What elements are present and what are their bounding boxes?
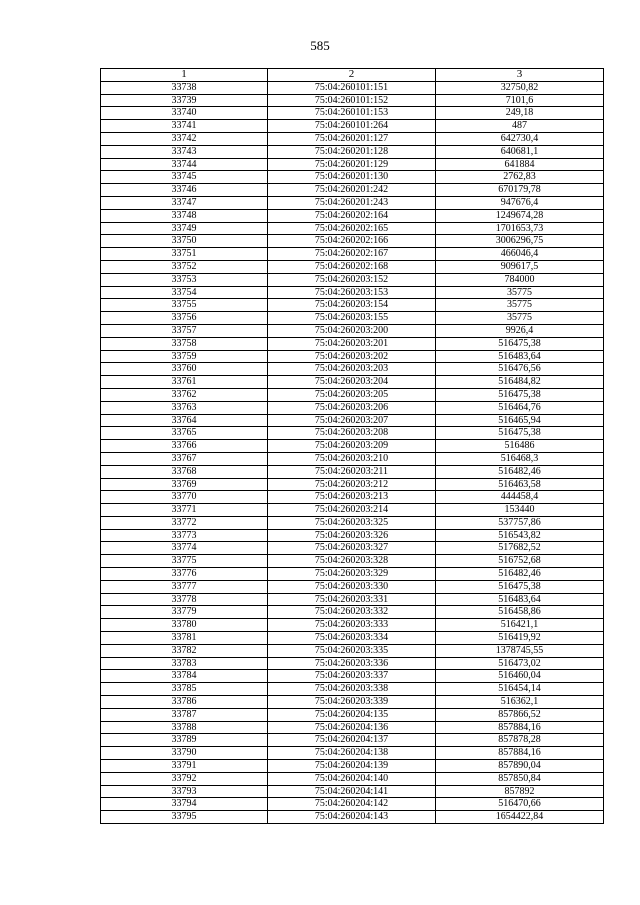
row-number-cell: 33785 — [101, 683, 268, 696]
row-number-cell: 33750 — [101, 235, 268, 248]
value-cell: 640681,1 — [436, 145, 604, 158]
value-cell: 516475,38 — [436, 388, 604, 401]
value-cell: 516463,58 — [436, 478, 604, 491]
value-cell: 857866,52 — [436, 708, 604, 721]
cadastral-number-cell: 75:04:260202:166 — [268, 235, 436, 248]
cadastral-number-cell: 75:04:260203:205 — [268, 388, 436, 401]
cadastral-number-cell: 75:04:260203:153 — [268, 286, 436, 299]
value-cell: 857850,84 — [436, 772, 604, 785]
value-cell: 516752,68 — [436, 555, 604, 568]
row-number-cell: 33777 — [101, 580, 268, 593]
row-number-cell: 33768 — [101, 465, 268, 478]
table-row — [101, 683, 604, 696]
table-row — [101, 619, 604, 632]
table-row — [101, 734, 604, 747]
table-row — [101, 465, 604, 478]
cadastral-number-cell: 75:04:260204:136 — [268, 721, 436, 734]
value-cell: 516470,66 — [436, 798, 604, 811]
cadastral-number-cell: 75:04:260202:165 — [268, 222, 436, 235]
value-cell: 9926,4 — [436, 324, 604, 337]
value-cell: 857892 — [436, 785, 604, 798]
cadastral-number-cell: 75:04:260203:202 — [268, 350, 436, 363]
value-cell: 516362,1 — [436, 696, 604, 709]
row-number-cell: 33781 — [101, 632, 268, 645]
column-header-1: 1 — [101, 69, 268, 82]
value-cell: 517682,52 — [436, 542, 604, 555]
cadastral-number-cell: 75:04:260203:201 — [268, 337, 436, 350]
table-row — [101, 222, 604, 235]
table-row — [101, 657, 604, 670]
row-number-cell: 33749 — [101, 222, 268, 235]
table-row — [101, 260, 604, 273]
row-number-cell: 33790 — [101, 747, 268, 760]
table-row — [101, 772, 604, 785]
cadastral-number-cell: 75:04:260203:211 — [268, 465, 436, 478]
value-cell: 516482,46 — [436, 465, 604, 478]
row-number-cell: 33769 — [101, 478, 268, 491]
table-row — [101, 696, 604, 709]
row-number-cell: 33792 — [101, 772, 268, 785]
table-row — [101, 452, 604, 465]
row-number-cell: 33751 — [101, 248, 268, 261]
row-number-cell: 33740 — [101, 107, 268, 120]
row-number-cell: 33753 — [101, 273, 268, 286]
table-row — [101, 132, 604, 145]
cadastral-number-cell: 75:04:260203:336 — [268, 657, 436, 670]
cadastral-number-cell: 75:04:260101:264 — [268, 120, 436, 133]
table-body — [101, 81, 604, 823]
table-row — [101, 324, 604, 337]
table-row — [101, 568, 604, 581]
table-row — [101, 632, 604, 645]
cadastral-number-cell: 75:04:260202:168 — [268, 260, 436, 273]
row-number-cell: 33788 — [101, 721, 268, 734]
cadastral-number-cell: 75:04:260203:331 — [268, 593, 436, 606]
table-row — [101, 145, 604, 158]
value-cell: 1249674,28 — [436, 209, 604, 222]
row-number-cell: 33791 — [101, 760, 268, 773]
cadastral-number-cell: 75:04:260201:129 — [268, 158, 436, 171]
cadastral-number-cell: 75:04:260202:167 — [268, 248, 436, 261]
row-number-cell: 33756 — [101, 312, 268, 325]
table-row — [101, 273, 604, 286]
table-row — [101, 248, 604, 261]
cadastral-number-cell: 75:04:260204:137 — [268, 734, 436, 747]
value-cell: 153440 — [436, 504, 604, 517]
value-cell: 516475,38 — [436, 427, 604, 440]
table-row — [101, 491, 604, 504]
table-row — [101, 363, 604, 376]
row-number-cell: 33773 — [101, 529, 268, 542]
cadastral-number-cell: 75:04:260203:213 — [268, 491, 436, 504]
value-cell: 2762,83 — [436, 171, 604, 184]
row-number-cell: 33783 — [101, 657, 268, 670]
cadastral-table — [100, 68, 604, 824]
cadastral-number-cell: 75:04:260203:200 — [268, 324, 436, 337]
cadastral-number-cell: 75:04:260101:152 — [268, 94, 436, 107]
cadastral-number-cell: 75:04:260203:325 — [268, 516, 436, 529]
table-row — [101, 670, 604, 683]
cadastral-number-cell: 75:04:260101:151 — [268, 81, 436, 94]
cadastral-number-cell: 75:04:260203:334 — [268, 632, 436, 645]
table-row — [101, 440, 604, 453]
row-number-cell: 33741 — [101, 120, 268, 133]
cadastral-number-cell: 75:04:260203:204 — [268, 376, 436, 389]
row-number-cell: 33758 — [101, 337, 268, 350]
value-cell: 516475,38 — [436, 337, 604, 350]
table-row — [101, 593, 604, 606]
value-cell: 537757,86 — [436, 516, 604, 529]
value-cell: 670179,78 — [436, 184, 604, 197]
cadastral-number-cell: 75:04:260203:209 — [268, 440, 436, 453]
table-row — [101, 196, 604, 209]
table-row — [101, 235, 604, 248]
cadastral-number-cell: 75:04:260204:143 — [268, 811, 436, 824]
value-cell: 909617,5 — [436, 260, 604, 273]
cadastral-number-cell: 75:04:260203:208 — [268, 427, 436, 440]
cadastral-number-cell: 75:04:260203:333 — [268, 619, 436, 632]
value-cell: 516476,56 — [436, 363, 604, 376]
value-cell: 516486 — [436, 440, 604, 453]
row-number-cell: 33762 — [101, 388, 268, 401]
table-row — [101, 120, 604, 133]
table-row — [101, 401, 604, 414]
row-number-cell: 33745 — [101, 171, 268, 184]
table-row — [101, 785, 604, 798]
cadastral-number-cell: 75:04:260203:335 — [268, 644, 436, 657]
value-cell: 516465,94 — [436, 414, 604, 427]
cadastral-number-cell: 75:04:260203:338 — [268, 683, 436, 696]
cadastral-number-cell: 75:04:260202:164 — [268, 209, 436, 222]
row-number-cell: 33744 — [101, 158, 268, 171]
cadastral-number-cell: 75:04:260204:141 — [268, 785, 436, 798]
value-cell: 516482,46 — [436, 568, 604, 581]
row-number-cell: 33743 — [101, 145, 268, 158]
value-cell: 516543,82 — [436, 529, 604, 542]
table-row — [101, 350, 604, 363]
value-cell: 516464,76 — [436, 401, 604, 414]
table-row — [101, 414, 604, 427]
row-number-cell: 33774 — [101, 542, 268, 555]
value-cell: 516460,04 — [436, 670, 604, 683]
table-row — [101, 504, 604, 517]
row-number-cell: 33782 — [101, 644, 268, 657]
cadastral-number-cell: 75:04:260201:130 — [268, 171, 436, 184]
cadastral-number-cell: 75:04:260203:339 — [268, 696, 436, 709]
row-number-cell: 33778 — [101, 593, 268, 606]
row-number-cell: 33757 — [101, 324, 268, 337]
table-row — [101, 747, 604, 760]
value-cell: 444458,4 — [436, 491, 604, 504]
cadastral-number-cell: 75:04:260201:243 — [268, 196, 436, 209]
cadastral-number-cell: 75:04:260203:152 — [268, 273, 436, 286]
cadastral-number-cell: 75:04:260201:127 — [268, 132, 436, 145]
table-row — [101, 427, 604, 440]
table-row — [101, 299, 604, 312]
cadastral-number-cell: 75:04:260203:206 — [268, 401, 436, 414]
value-cell: 857878,28 — [436, 734, 604, 747]
column-header-3: 3 — [436, 69, 604, 82]
cadastral-number-cell: 75:04:260204:138 — [268, 747, 436, 760]
cadastral-number-cell: 75:04:260203:214 — [268, 504, 436, 517]
table-row — [101, 760, 604, 773]
row-number-cell: 33794 — [101, 798, 268, 811]
table-row — [101, 811, 604, 824]
row-number-cell: 33752 — [101, 260, 268, 273]
row-number-cell: 33795 — [101, 811, 268, 824]
cadastral-number-cell: 75:04:260203:210 — [268, 452, 436, 465]
cadastral-number-cell: 75:04:260203:154 — [268, 299, 436, 312]
row-number-cell: 33779 — [101, 606, 268, 619]
value-cell: 857890,04 — [436, 760, 604, 773]
row-number-cell: 33754 — [101, 286, 268, 299]
value-cell: 516473,02 — [436, 657, 604, 670]
cadastral-number-cell: 75:04:260203:330 — [268, 580, 436, 593]
cadastral-number-cell: 75:04:260204:135 — [268, 708, 436, 721]
row-number-cell: 33793 — [101, 785, 268, 798]
cadastral-number-cell: 75:04:260203:332 — [268, 606, 436, 619]
table-row — [101, 580, 604, 593]
page-number: 585 — [310, 38, 330, 53]
value-cell: 35775 — [436, 312, 604, 325]
cadastral-number-cell: 75:04:260204:140 — [268, 772, 436, 785]
cadastral-number-cell: 75:04:260203:207 — [268, 414, 436, 427]
value-cell: 1654422,84 — [436, 811, 604, 824]
table-row — [101, 529, 604, 542]
table-row — [101, 107, 604, 120]
value-cell: 1378745,55 — [436, 644, 604, 657]
value-cell: 35775 — [436, 286, 604, 299]
row-number-cell: 33780 — [101, 619, 268, 632]
value-cell: 516484,82 — [436, 376, 604, 389]
cadastral-number-cell: 75:04:260203:326 — [268, 529, 436, 542]
column-header-2: 2 — [268, 69, 436, 82]
value-cell: 857884,16 — [436, 747, 604, 760]
table-row — [101, 94, 604, 107]
row-number-cell: 33786 — [101, 696, 268, 709]
cadastral-number-cell: 75:04:260203:327 — [268, 542, 436, 555]
row-number-cell: 33742 — [101, 132, 268, 145]
row-number-cell: 33767 — [101, 452, 268, 465]
value-cell: 947676,4 — [436, 196, 604, 209]
value-cell: 1701653,73 — [436, 222, 604, 235]
row-number-cell: 33764 — [101, 414, 268, 427]
row-number-cell: 33748 — [101, 209, 268, 222]
value-cell: 516419,92 — [436, 632, 604, 645]
table-row — [101, 542, 604, 555]
table-row — [101, 337, 604, 350]
row-number-cell: 33761 — [101, 376, 268, 389]
cadastral-number-cell: 75:04:260203:329 — [268, 568, 436, 581]
row-number-cell: 33770 — [101, 491, 268, 504]
row-number-cell: 33772 — [101, 516, 268, 529]
value-cell: 516483,64 — [436, 350, 604, 363]
table-row — [101, 184, 604, 197]
table-row — [101, 286, 604, 299]
table-row — [101, 376, 604, 389]
table-row — [101, 555, 604, 568]
row-number-cell: 33775 — [101, 555, 268, 568]
table-row — [101, 158, 604, 171]
value-cell: 7101,6 — [436, 94, 604, 107]
row-number-cell: 33771 — [101, 504, 268, 517]
row-number-cell: 33739 — [101, 94, 268, 107]
cadastral-number-cell: 75:04:260203:328 — [268, 555, 436, 568]
value-cell: 516421,1 — [436, 619, 604, 632]
table-row — [101, 478, 604, 491]
table-header-row — [101, 69, 604, 82]
value-cell: 642730,4 — [436, 132, 604, 145]
value-cell: 516468,3 — [436, 452, 604, 465]
table-row — [101, 312, 604, 325]
table-row — [101, 388, 604, 401]
value-cell: 516458,86 — [436, 606, 604, 619]
row-number-cell: 33759 — [101, 350, 268, 363]
row-number-cell: 33760 — [101, 363, 268, 376]
row-number-cell: 33766 — [101, 440, 268, 453]
cadastral-number-cell: 75:04:260201:242 — [268, 184, 436, 197]
row-number-cell: 33776 — [101, 568, 268, 581]
value-cell: 516483,64 — [436, 593, 604, 606]
row-number-cell: 33787 — [101, 708, 268, 721]
row-number-cell: 33765 — [101, 427, 268, 440]
table-row — [101, 721, 604, 734]
cadastral-number-cell: 75:04:260203:212 — [268, 478, 436, 491]
cadastral-number-cell: 75:04:260101:153 — [268, 107, 436, 120]
value-cell: 32750,82 — [436, 81, 604, 94]
table-row — [101, 606, 604, 619]
row-number-cell: 33784 — [101, 670, 268, 683]
row-number-cell: 33747 — [101, 196, 268, 209]
cadastral-number-cell: 75:04:260204:142 — [268, 798, 436, 811]
value-cell: 784000 — [436, 273, 604, 286]
cadastral-number-cell: 75:04:260201:128 — [268, 145, 436, 158]
value-cell: 466046,4 — [436, 248, 604, 261]
row-number-cell: 33738 — [101, 81, 268, 94]
row-number-cell: 33763 — [101, 401, 268, 414]
value-cell: 641884 — [436, 158, 604, 171]
table-row — [101, 798, 604, 811]
table-row — [101, 81, 604, 94]
value-cell: 487 — [436, 120, 604, 133]
table-row — [101, 644, 604, 657]
value-cell: 857884,16 — [436, 721, 604, 734]
cadastral-number-cell: 75:04:260204:139 — [268, 760, 436, 773]
table-row — [101, 209, 604, 222]
table-row — [101, 171, 604, 184]
table-row — [101, 516, 604, 529]
cadastral-number-cell: 75:04:260203:155 — [268, 312, 436, 325]
value-cell: 516475,38 — [436, 580, 604, 593]
value-cell: 516454,14 — [436, 683, 604, 696]
cadastral-number-cell: 75:04:260203:203 — [268, 363, 436, 376]
value-cell: 3006296,75 — [436, 235, 604, 248]
value-cell: 35775 — [436, 299, 604, 312]
value-cell: 249,18 — [436, 107, 604, 120]
row-number-cell: 33755 — [101, 299, 268, 312]
row-number-cell: 33789 — [101, 734, 268, 747]
table-row — [101, 708, 604, 721]
row-number-cell: 33746 — [101, 184, 268, 197]
cadastral-number-cell: 75:04:260203:337 — [268, 670, 436, 683]
